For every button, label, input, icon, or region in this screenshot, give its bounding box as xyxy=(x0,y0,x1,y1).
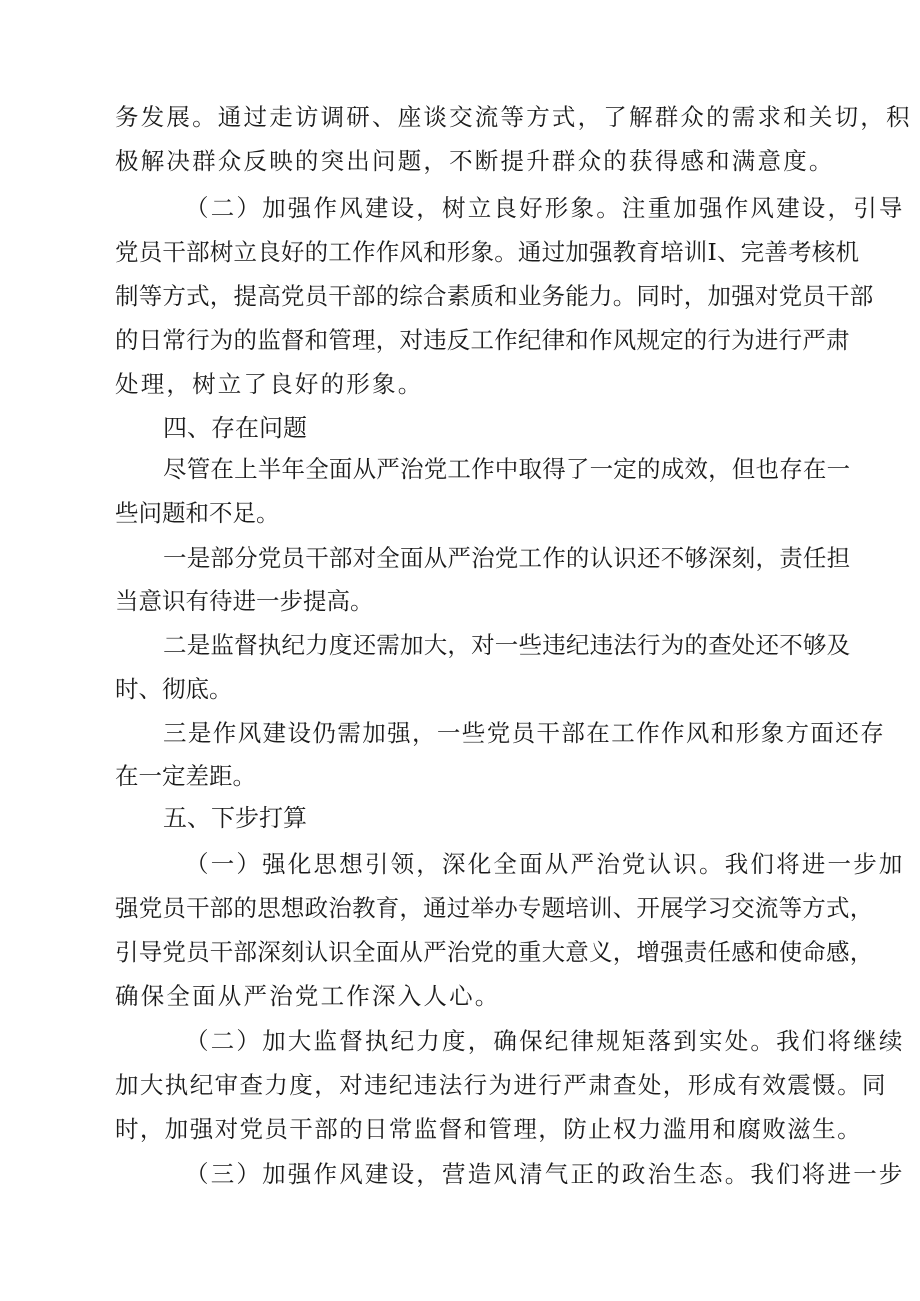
paragraph-line: 强党员干部的思想政治教育，通过举办专题培训、开展学习交流等方式， xyxy=(115,894,874,922)
paragraph-line: 尽管在上半年全面从严治党工作中取得了一定的成效，但也存在一 xyxy=(163,455,851,483)
paragraph-line: 确保全面从严治党工作深入人心。 xyxy=(115,982,501,1010)
paragraph-line: （一）强化思想引领，深化全面从严治党认识。我们将进一步加 xyxy=(185,850,905,878)
section-heading: 四、存在问题 xyxy=(163,414,307,442)
paragraph-line: 当意识有待进一步提高。 xyxy=(115,587,374,615)
paragraph-line: 二是监督执纪力度还需加大，对一些违纪违法行为的查处还不够及 xyxy=(163,631,851,659)
paragraph-line: 的日常行为的监督和管理，对违反工作纪律和作风规定的行为进行严肃 xyxy=(115,326,850,354)
section-heading: 五、下步打算 xyxy=(163,804,307,832)
paragraph-line: 一是部分党员干部对全面从严治党工作的认识还不够深刻，责任担 xyxy=(163,544,851,572)
paragraph-line: 些问题和不足。 xyxy=(115,499,280,527)
paragraph-line: 党员干部树立良好的工作作风和形象。通过加强教育培训I、完善考核机 xyxy=(115,238,860,266)
paragraph-line: 时，加强对党员干部的日常监督和管理，防止权力滥用和腐败滋生。 xyxy=(115,1115,862,1143)
paragraph-line: 三是作风建设仍需加强，一些党员干部在工作作风和形象方面还存 xyxy=(163,719,886,747)
paragraph-line: 务发展。通过走访调研、座谈交流等方式，了解群众的需求和关切，积 xyxy=(115,103,912,131)
paragraph-line: （三）加强作风建设，营造风清气正的政治生态。我们将进一步 xyxy=(185,1160,905,1188)
paragraph-line: 时、彻底。 xyxy=(115,675,233,703)
paragraph-line: 加大执纪审查力度，对违纪违法行为进行严肃查处，形成有效震慑。同 xyxy=(115,1071,887,1099)
paragraph-line: （二）加强作风建设，树立良好形象。注重加强作风建设，引导 xyxy=(185,194,905,222)
paragraph-line: 极解决群众反映的突出问题，不断提升群众的获得感和满意度。 xyxy=(115,147,835,175)
paragraph-line: （二）加大监督执纪力度，确保纪律规矩落到实处。我们将继续 xyxy=(185,1027,905,1055)
paragraph-line: 处理，树立了良好的形象。 xyxy=(115,370,424,398)
paragraph-line: 在一定差距。 xyxy=(115,762,256,790)
paragraph-line: 引导党员干部深刻认识全面从严治党的重大意义，增强责任感和使命感， xyxy=(115,938,874,966)
paragraph-line: 制等方式，提高党员干部的综合素质和业务能力。同时，加强对党员干部 xyxy=(115,282,874,310)
